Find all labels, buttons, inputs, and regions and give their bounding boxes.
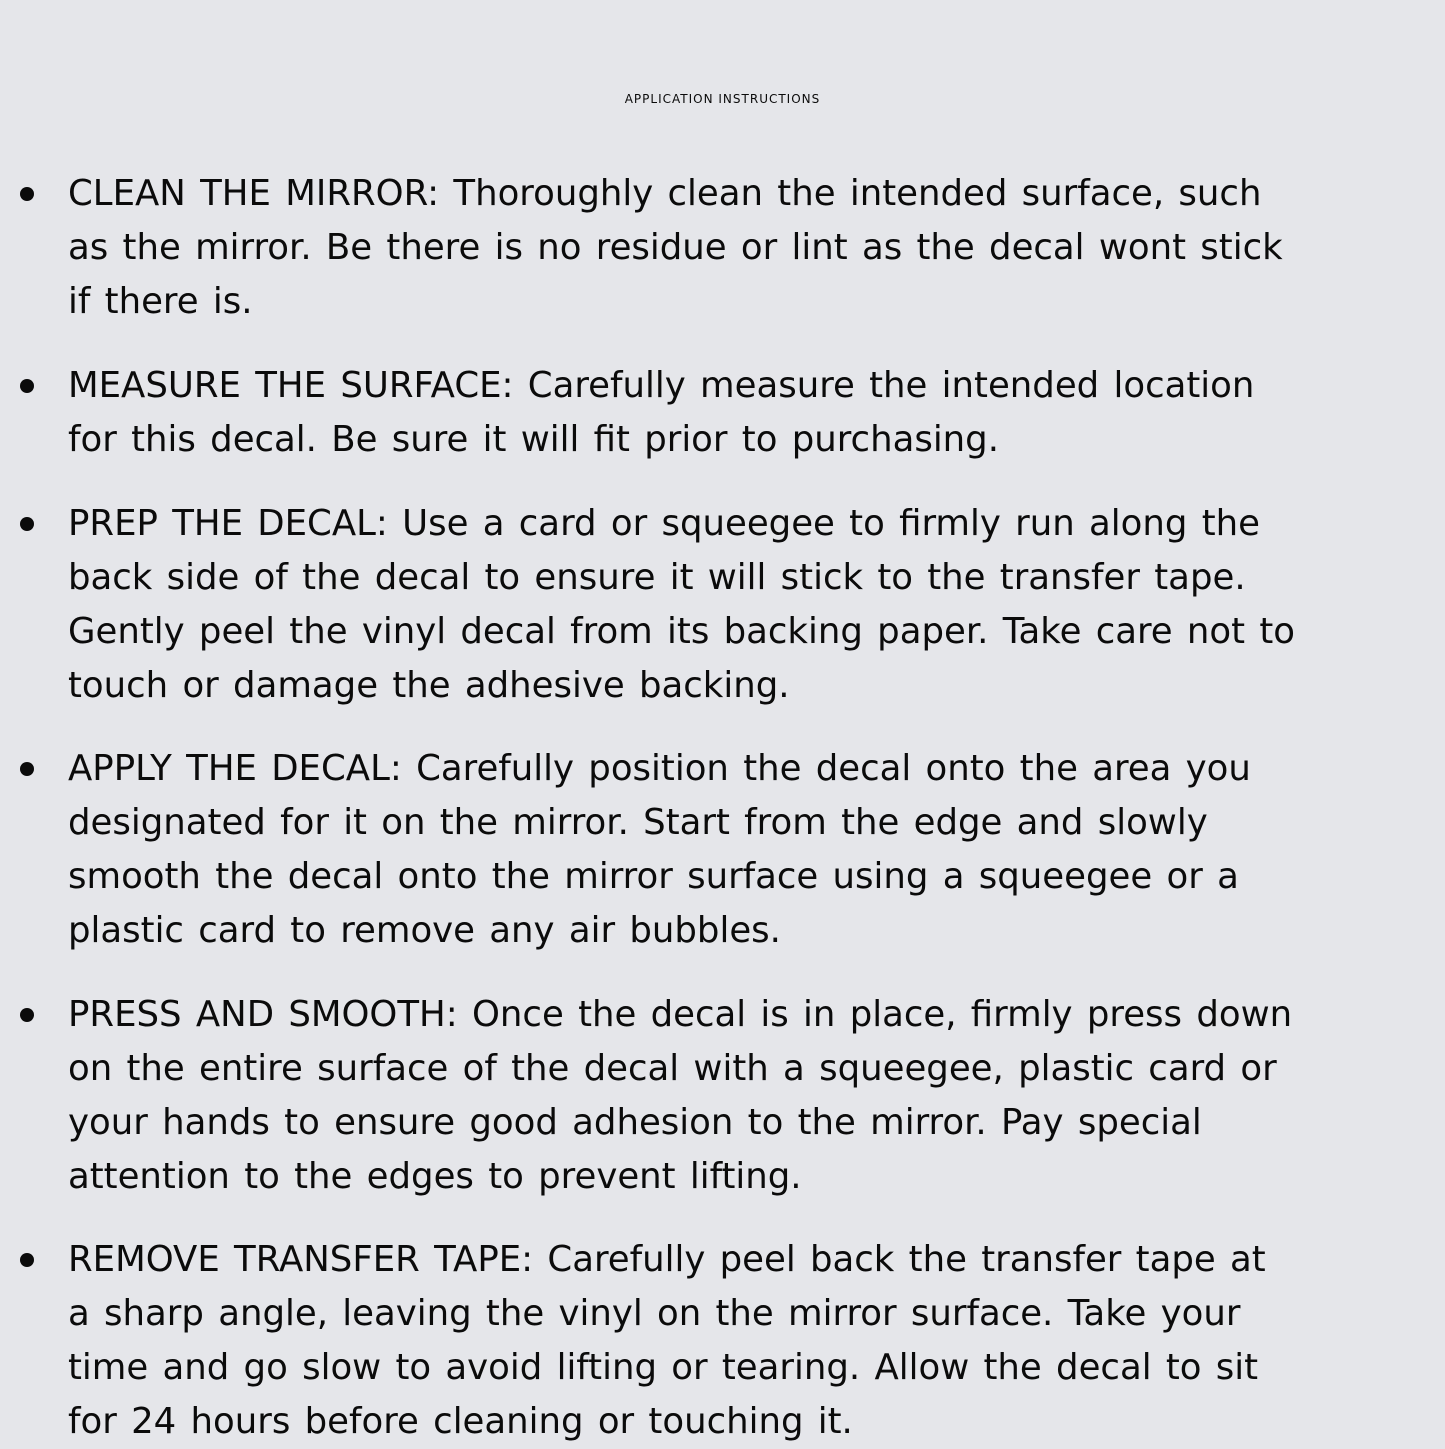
instruction-line: if there is.: [68, 281, 253, 322]
instruction-line: PRESS AND SMOOTH: Once the decal is in place, firmly press down: [68, 994, 1293, 1035]
instruction-line: MEASURE THE SURFACE: Carefully measure the intended location: [68, 365, 1255, 406]
bullet-icon: [20, 379, 34, 393]
instruction-line: your hands to ensure good adhesion to the mirror. Pay special: [68, 1102, 1202, 1143]
instruction-line: a sharp angle, leaving the vinyl on the mirror surface. Take your: [68, 1293, 1241, 1334]
instruction-line: on the entire surface of the decal with a squeegee, plastic card or: [68, 1048, 1277, 1089]
instruction-line: touch or damage the adhesive backing.: [68, 665, 790, 706]
instruction-line: CLEAN THE MIRROR: Thoroughly clean the intended surface, such: [68, 173, 1262, 214]
instruction-line: REMOVE TRANSFER TAPE: Carefully peel back the transfer tape at: [68, 1239, 1266, 1280]
bullet-icon: [20, 517, 34, 531]
instruction-line: APPLY THE DECAL: Carefully position the decal onto the area you: [68, 748, 1251, 789]
instruction-line: PREP THE DECAL: Use a card or squeegee to firmly run along the: [68, 503, 1260, 544]
instruction-line: plastic card to remove any air bubbles.: [68, 910, 781, 951]
instruction-line: attention to the edges to prevent lifting.: [68, 1156, 802, 1197]
bullet-icon: [20, 762, 34, 776]
instruction-line: Gently peel the vinyl decal from its backing paper. Take care not to: [68, 611, 1295, 652]
bullet-icon: [20, 1008, 34, 1022]
bullet-icon: [20, 1253, 34, 1267]
page-title: APPLICATION INSTRUCTIONS: [624, 92, 821, 106]
instruction-line: for this decal. Be sure it will fit prior to purchasing.: [68, 419, 1000, 460]
instruction-line: time and go slow to avoid lifting or tearing. Allow the decal to sit: [68, 1347, 1259, 1388]
instruction-line: designated for it on the mirror. Start from the edge and slowly: [68, 802, 1208, 843]
instruction-line: back side of the decal to ensure it will stick to the transfer tape.: [68, 557, 1246, 598]
bullet-icon: [20, 187, 34, 201]
instruction-line: for 24 hours before cleaning or touching it.: [68, 1401, 853, 1442]
instruction-line: smooth the decal onto the mirror surface using a squeegee or a: [68, 856, 1239, 897]
instruction-line: as the mirror. Be there is no residue or lint as the decal wont stick: [68, 227, 1283, 268]
